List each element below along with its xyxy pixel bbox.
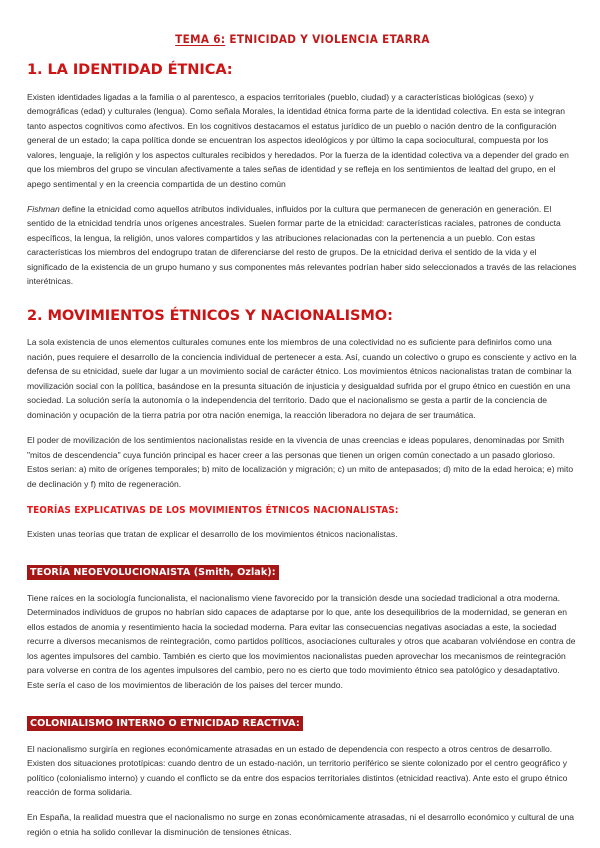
section-1-paragraph-2 (27, 202, 578, 289)
document-title-rest: ETNICIDAD Y VIOLENCIA ETARRA (225, 32, 430, 46)
theory-2-heading-wrap (27, 703, 578, 742)
section-1-paragraph-2-text: define la etnicidad como aquellos atributos individuales, influidos por la cultura que permanecen de generación en generación. El sentido de la etnicidad tendría unos orígenes ancestrales. Suelen formar parte de la etnicidad: características raciales, patrones de conducta específicos, la lengua, la religión, unos valores compartidos y las atribuciones relacionadas con la pertenencia a un pueblo. Con estas características los miembros del endogrupo tratan de diferenciarse del resto de grupos. De la etnicidad deriva el sentido de la vida y el significado de la existencia de un grupo humano y sus componentes más relevantes podrían haber sido seleccionados a través de las relaciones interétnicas. (27, 203, 577, 287)
author-name-fishman: Fishman (27, 203, 60, 214)
theories-subheading-text: TEORÍAS EXPLICATIVAS DE LOS MOVIMIENTOS ÉTNICOS NACIONALISTAS (27, 504, 395, 516)
section-2-heading: 2. MOVIMIENTOS ÉTNICOS Y NACIONALISMO: (27, 306, 393, 324)
theory-2-paragraph: El nacionalismo surgiría en regiones económicamente atrasadas en un estado de dependencia con respecto a otros centros de desarrollo. Existen dos situaciones prototípicas: cuando dentro de un estado-nación, un territorio periférico se siente colonizado por el centro geográfico y político (colonialismo interno) y cuando el conflicto se da entre dos espacios territoriales distintos (etnicidad reactiva). Ante esto el grupo étnico reacción de forma solidaria. (27, 743, 568, 798)
section-1-paragraph-1: Existen identidades ligadas a la familia o al parentesco, a espacios territoriales (pueblo, ciudad) y a características biológicas (sexo) y demográficas (edad) y culturales (lengua). Como señala Morales, la identidad étnica forma parte de la identidad colectiva. En esta se integran tanto aspectos cognitivos como afectivos. En los cognitivos destacamos el estatus jurídico de un pueblo o nación dentro de la configuración general de un estado; la capa política donde se encuentran los aspectos ideológicos y por último la capa sociocultural, compuesta por los valores, lenguaje, la religión y los aspectos culturales recibidos y heredados. Por la fuerza de la identidad colectiva va a depender del grado en que los miembros del grupo se vinculan afectivamente a tales señas de identidad y se refleja en los sentimientos de lealtad del grupo, en el apego sentimental y en la creencia compartida de un destino común (27, 91, 569, 189)
closing-paragraph: En España, la realidad muestra que el nacionalismo no surge en zonas económicamente atrasadas, ni el desarrollo económico y cultural de una región o etnia ha solido conllevar la disminución de tensiones étnicas. (27, 812, 575, 837)
section-1-heading: 1. LA IDENTIDAD ÉTNICA: (27, 61, 233, 78)
document-title-underlined: TEMA 6: (175, 32, 226, 46)
theories-subheading-colon: : (394, 504, 399, 516)
document-title (27, 32, 578, 46)
section-2-paragraph-3: Existen unas teorías que tratan de explicar el desarrollo de los movimientos étnicos nacionalistas. (27, 528, 398, 539)
theory-1-paragraph: Tiene raíces en la sociología funcionalista, el nacionalismo viene favorecido por la transición desde una sociedad tradicional a otra moderna. Determinados individuos de grupos no habrían sido capaces de adaptarse por lo que, ante los desequilibrios de la modernidad, se generan en ellos estados de anomia y resentimiento hacia la sociedad moderna. Para evitar las consecuencias negativas asociadas a este, la sociedad recurre a diversos mecanismos de reintegración, como partidos políticos, asociaciones culturales y otros que acabaran volviéndose en contra de los agentes impulsores del cambio. También es cierto que los movimientos nacionalistas pueden aprovechar los mecanismos de reintegración para volverse en contra de los agentes impulsores del cambio, pero no es cierto que todo movimiento étnico sea patológico y desadaptativo. Este sería el caso de los movimientos de liberación de los paises del tercer mundo. (27, 592, 576, 690)
section-2-paragraph-2: El poder de movilización de los sentimientos nacionalistas reside en la vivencia de unas creencias e ideas populares, denominadas por Smith "mitos de descendencia" cuya función principal es hacer creer a las personas que tienen un origen común conectado a un pasado glorioso. Estos serian: a) mito de orígenes temporales; b) mito de localización y migración; c) un mito de antepasados; d) mito de la edad heroica; e) mito de declinación y f) mito de regeneración. (27, 435, 574, 489)
theory-1-heading: TEORÍA NEOEVOLUCIONAISTA (Smith, Ozlak): (27, 565, 279, 580)
theory-2-heading: COLONIALISMO INTERNO O ETNICIDAD REACTIVA: (27, 716, 303, 731)
section-2-paragraph-1: La sola existencia de unos elementos culturales comunes ente los miembros de una colectividad no es suficiente para definirlos como una nación, pues requiere el desarrollo de la conciencia individual de pertenecer a esta. Así, cuando un colectivo o grupo es consciente y activo en la defensa de su etnicidad, suele dar lugar a un movimiento social de carácter étnico. Los movimientos étnicos nacionalistas tratan de combinar la movilización social con la política, basándose en la presunta situación de injusticia y desigualdad sufrida por el grupo étnico en cuestión en una sociedad. La solución sería la autonomía o la independencia del territorio. Dado que el nacionalismo se gesta a partir de la conciencia de dominación y ocupación de la tierra patria por otra nación enemiga, la reacción liberadora no dejara de ser traumática. (27, 337, 577, 420)
theory-1-heading-wrap (27, 552, 578, 591)
theories-subheading (27, 505, 578, 516)
